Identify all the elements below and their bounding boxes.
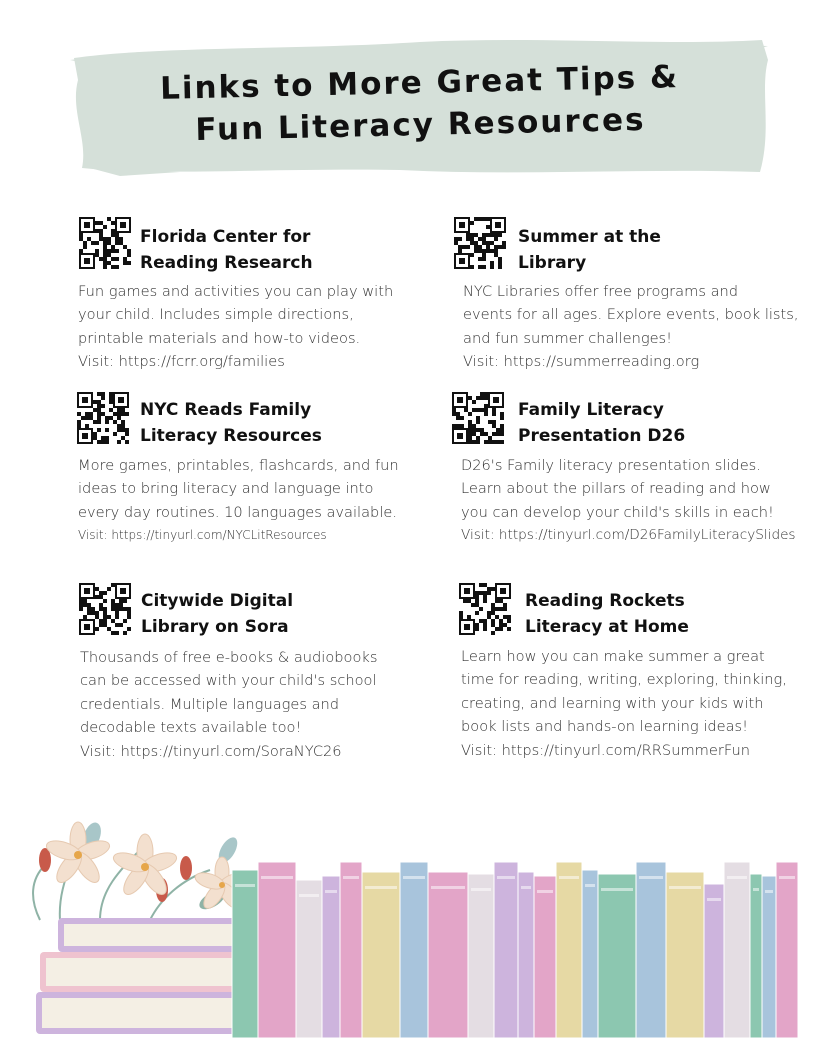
book-spine [598,874,636,1038]
resource-description: Fun games and activities you can play with your child. Includes simple directions, printable materials and how-to videos. Visit: https://fcrr.org/families [78,280,393,374]
book-spine [400,862,428,1038]
book-band [235,884,255,887]
qr-code-icon [459,583,511,635]
book-spine [232,870,258,1038]
upright-books [232,862,798,1038]
title-line-2: Fun Literacy Resources [195,101,646,149]
book-band [753,888,759,891]
book-band [403,876,425,879]
book-band [365,886,397,889]
resource-link[interactable]: Visit: https://fcrr.org/families [78,353,285,371]
book-spine [704,884,724,1038]
book-spine [340,862,362,1038]
resource-link[interactable]: Visit: https://tinyurl.com/RRSummerFun [461,741,750,759]
book-band [559,876,579,879]
book-band [299,894,319,897]
resource-heading: Reading Rockets Literacy at Home [525,591,689,637]
book-band [765,890,773,893]
qr-code-icon [454,217,506,269]
resource-heading: Family Literacy Presentation D26 [518,400,686,446]
book-band [497,876,515,879]
resource-heading: Citywide Digital Library on Sora [141,591,294,637]
book-spine [762,876,776,1038]
book-spine [556,862,582,1038]
book-spine [582,870,598,1038]
resource-description: Thousands of free e-books & audiobooks can be accessed with your child's school credentials. Multiple languages and decodable texts available too! Visit: https://tinyurl.com/SoraNYC26 [80,646,377,763]
book-band [325,890,337,893]
book-spine [534,876,556,1038]
book-band [707,898,721,901]
resource-heading: Florida Center for Reading Research [140,227,313,273]
book-band [669,886,701,889]
resource-link[interactable]: Visit: https://tinyurl.com/NYCLitResources [78,528,327,543]
resource-description: D26's Family literacy presentation slides. Learn about the pillars of reading and how you can develop your child's skills in each! Visit: https://tinyurl.com/D26FamilyLiteracySlides [461,454,796,548]
book-band [521,886,531,889]
book-spine [636,862,666,1038]
book-spine [258,862,296,1038]
book-spine [322,876,340,1038]
book-spine [750,874,762,1038]
book-spine [468,874,494,1038]
flowers-icon [33,820,251,920]
resource-link[interactable]: Visit: https://tinyurl.com/SoraNYC26 [80,742,342,760]
title-line-1: Links to More Great Tips & [159,59,680,107]
book-band [431,886,465,889]
stacked-books-icon [36,918,258,1034]
book-band [585,884,595,887]
books-illustration [0,810,818,1062]
book-spine [724,862,750,1038]
book-spine [296,880,322,1038]
qr-code-icon [77,392,129,444]
book-band [537,890,553,893]
page-title [119,55,721,153]
resource-description: NYC Libraries offer free programs and events for all ages. Explore events, book lists, and fun summer challenges! Visit: https://summerreading.org [463,280,799,374]
resource-description: Learn how you can make summer a great time for reading, writing, exploring, thinking, creating, and learning with your kids with book lists and hands-on learning ideas! Visit: https://tinyurl.com/RRSummerFun [461,645,787,762]
resource-link[interactable]: Visit: https://tinyurl.com/D26FamilyLiteracySlides [461,527,796,544]
book-spine [494,862,518,1038]
resource-heading: Summer at the Library [518,227,661,273]
resource-heading: NYC Reads Family Literacy Resources [140,400,322,446]
book-spine [776,862,798,1038]
book-spine [518,872,534,1038]
book-band [261,876,293,879]
book-band [727,876,747,879]
book-band [601,888,633,891]
book-band [779,876,795,879]
qr-code-icon [79,583,131,635]
resource-link[interactable]: Visit: https://summerreading.org [463,353,700,371]
book-spine [362,872,400,1038]
book-spine [666,872,704,1038]
qr-code-icon [452,392,504,444]
qr-code-icon [79,217,131,269]
resource-description: More games, printables, flashcards, and fun ideas to bring literacy and language into every day routines. 10 languages available. Visit: https://tinyurl.com/NYCLitResources [78,454,399,548]
book-spine [428,872,468,1038]
book-band [343,876,359,879]
book-band [639,876,663,879]
book-band [471,888,491,891]
